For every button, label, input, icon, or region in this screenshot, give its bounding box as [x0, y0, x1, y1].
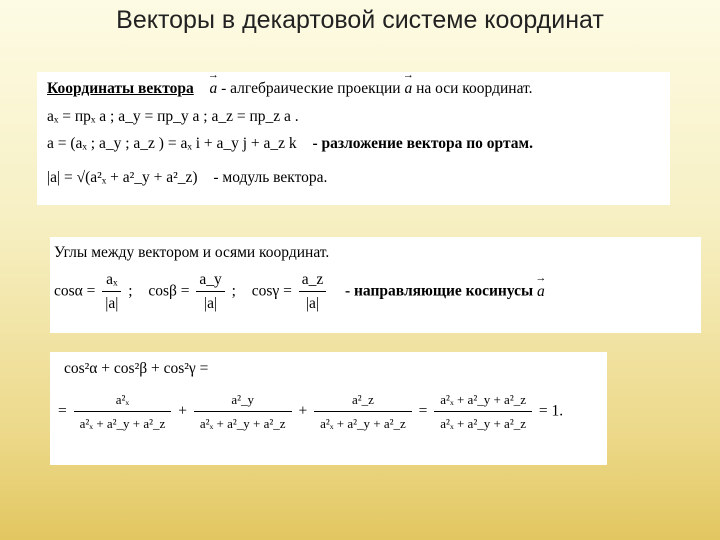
- fraction-numerator: a_z: [299, 271, 327, 292]
- fraction-denominator: a²ₓ + a²_y + a²_z: [79, 416, 166, 431]
- modulus-formula: |a| = √(a²ₓ + a²_y + a²_z): [47, 169, 198, 186]
- decomposition-desc: - разложение вектора по ортам.: [312, 135, 533, 152]
- decomposition-formula: a = (aₓ ; a_y ; a_z ) = aₓ i + a_y j + a_z k: [47, 135, 297, 152]
- fraction-denominator: a²ₓ + a²_y + a²_z: [199, 416, 286, 431]
- term-x-fraction: [74, 392, 172, 432]
- vector-a-symbol: → a: [404, 80, 412, 98]
- cosine-sum-expansion: = $\frac{\text{a²ₓ}}{\text{a²ₓ + a²\_y + a²\_z}}$ + $\frac{\text{a²\_y}}{\text{a²ₓ + a²\_y + a²\_z}}$ + $\frac{\text{a²\_z}}{\text{a²ₓ + a²\_y + a²\_z}}$ = $\frac{\text{a²ₓ + a²\_y + a²\_z}}{\text{a²ₓ + a²\_y + a²\_z}}$ = 1.: [58, 392, 564, 431]
- cosine-identity-panel: [50, 352, 607, 465]
- identity-result: = 1.: [538, 402, 564, 420]
- fraction-numerator: aₓ: [102, 271, 121, 292]
- direction-cosines-panel: [50, 237, 701, 333]
- coordinates-heading-desc: - алгебраические проекции: [221, 80, 401, 97]
- fraction-denominator: a²ₓ + a²_y + a²_z: [320, 416, 406, 431]
- cos-beta-label: cosβ =: [148, 282, 190, 300]
- coordinates-heading-line: [47, 80, 533, 98]
- sum-fraction: [434, 392, 532, 432]
- vector-a-symbol: → a: [537, 283, 545, 301]
- modulus-desc: - модуль вектора.: [213, 169, 328, 186]
- direction-cosines-formulas: cosα = $\frac{\text{aₓ}}{|a|}$ ; cosβ = $\frac{a\_y}{|a|}$ ; cosγ = $\frac{a\_z}{|a|}$ - направляющие косинусы → a: [54, 271, 545, 313]
- coordinates-heading-tail: на оси координат.: [416, 80, 533, 97]
- modulus-line: [47, 169, 327, 187]
- coordinates-heading: Координаты вектора: [47, 80, 194, 97]
- fraction-numerator: a²ₓ + a²_y + a²_z: [434, 392, 532, 412]
- fraction-numerator: a_y: [196, 271, 224, 292]
- fraction-numerator: a²ₓ: [74, 392, 172, 412]
- cos-alpha-label: cosα =: [54, 282, 96, 300]
- cos-beta-fraction: [196, 271, 224, 313]
- cos-gamma-label: cosγ =: [251, 282, 292, 300]
- term-z-fraction: [314, 392, 412, 432]
- cos-gamma-fraction: [299, 271, 327, 313]
- fraction-denominator: |a|: [105, 295, 119, 312]
- fraction-numerator: a²_y: [194, 392, 292, 412]
- term-y-fraction: [194, 392, 292, 432]
- direction-cosines-desc: - направляющие косинусы: [344, 282, 534, 300]
- slide-title: Векторы в декартовой системе координат: [116, 6, 604, 34]
- fraction-numerator: a²_z: [314, 392, 412, 412]
- cosine-sum-heading: cos²α + cos²β + cos²γ =: [64, 360, 209, 377]
- fraction-denominator: a²ₓ + a²_y + a²_z: [440, 416, 526, 431]
- vector-coordinates-panel: [37, 72, 670, 205]
- vector-a-symbol: → a: [210, 80, 218, 98]
- fraction-denominator: |a|: [204, 295, 218, 312]
- projection-formulas: aₓ = прₓ a ; a_y = пр_y a ; a_z = пр_z a .: [47, 108, 299, 125]
- decomposition-line: [47, 135, 533, 153]
- fraction-denominator: |a|: [305, 295, 319, 312]
- angles-heading: Углы между вектором и осями координат.: [54, 244, 330, 261]
- cos-alpha-fraction: [102, 271, 121, 313]
